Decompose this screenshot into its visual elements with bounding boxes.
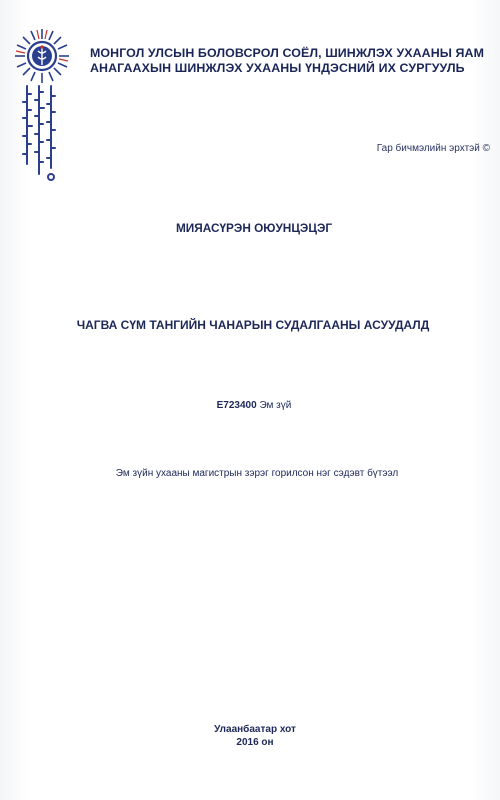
degree-statement: Эм зүйн ухааны магистрын зэрэг горилсон нэг сэдэвт бүтээл [115,468,399,479]
manuscript-rights-notice: Гар бичмэлийн эрхтэй © [376,143,490,154]
ministry-name: МОНГОЛ УЛСЫН БОЛОВСРОЛ СОЁЛ, ШИНЖЛЭХ УХААНЫ ЯАМ [90,46,485,60]
university-emblem-icon [12,26,72,86]
university-name: АНАГААХЫН ШИНЖЛЭХ УХААНЫ ҮНДЭСНИЙ ИХ СУРГУУЛЬ [90,61,465,75]
specialty-line [0,400,500,411]
mongolian-script-name [18,82,62,184]
specialty-name: Эм зүй [259,400,292,411]
author-name: МИЯАСҮРЭН ОЮУНЦЭЦЭГ [175,221,333,235]
year: 2016 он [236,737,274,748]
place-and-year [0,723,500,749]
institution-header [90,46,495,76]
city: Улаанбаатар хот [214,724,296,735]
specialty-code: E723400 [216,400,257,411]
thesis-title: ЧАГВА СҮМ ТАНГИЙН ЧАНАРЫН СУДАЛГААНЫ АСУУДАЛД [76,318,430,332]
